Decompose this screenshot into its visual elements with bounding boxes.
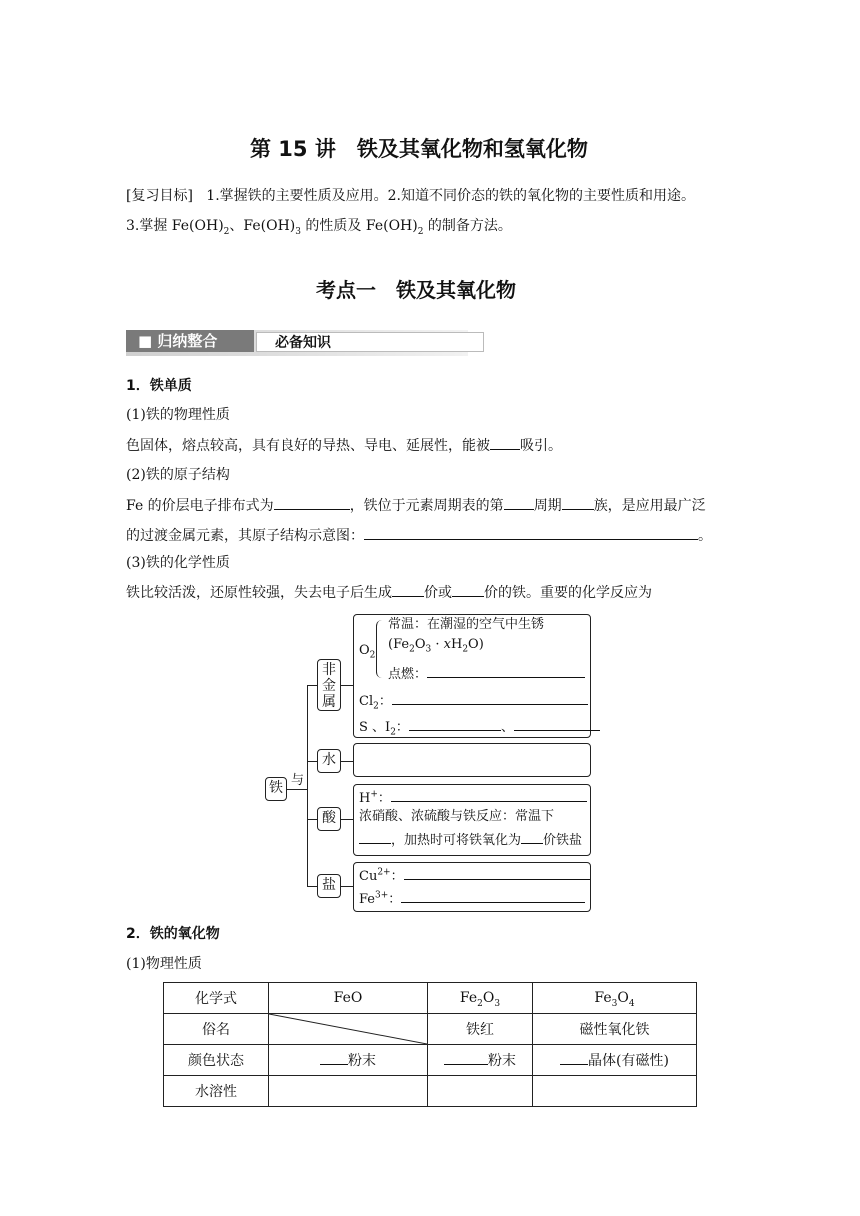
s1-p1-title: (1)铁的物理性质 <box>126 407 230 423</box>
s1-p2-text2: 的过渡金属元素，其原子结构示意图： 。 <box>126 525 712 546</box>
s2-heading: 2．铁的氧化物 <box>126 926 220 942</box>
s1-p2-text1: Fe 的价层电子排布式为 ，铁位于元素周期表的第 周期 族，是应用最广泛 <box>126 495 706 516</box>
oxide-properties-table <box>163 982 697 1107</box>
table-header: FeO <box>269 983 428 1014</box>
table-header: 化学式 <box>164 983 269 1014</box>
review-goals-line2: 3.掌握 $Fe(OH)_2$、$Fe(OH)_3$ 的性质及 $Fe(OH)_2$ 的制备方法。 <box>126 218 512 237</box>
table-row: 俗名 铁红 磁性氧化铁 <box>164 1014 697 1045</box>
s1-heading: 1．铁单质 <box>126 378 192 394</box>
s1-p2-title: (2)铁的原子结构 <box>126 467 230 483</box>
table-row: 水溶性 <box>164 1076 697 1107</box>
burn-line: 点燃： <box>388 663 585 684</box>
h-plus-line: H+： <box>359 787 587 808</box>
table-header: $Fe_3O_4$ <box>533 983 697 1014</box>
s1-p3-text: 铁比较活泼，还原性较强，失去电子后生成 价或 价的铁。重要的化学反应为 <box>126 582 652 603</box>
review-goals-label: [复习目标] <box>126 188 193 204</box>
table-header: $Fe_2O_3$ <box>428 983 533 1014</box>
fe-line: $Fe^{3+}$： <box>359 888 585 909</box>
diagonal-cell <box>269 1014 428 1045</box>
o2-brace <box>376 620 385 678</box>
rust-text: 常温：在潮湿的空气中生锈 <box>388 617 545 632</box>
s2-p1-title: (1)物理性质 <box>126 956 202 972</box>
acid-box: 酸 <box>317 807 341 831</box>
iron-box: 铁 <box>265 777 287 801</box>
nonmetal-box: 非金属 <box>317 659 341 711</box>
o2-label: $O_2$ <box>359 643 376 661</box>
page-title: 第 15 讲 铁及其氧化物和氢氧化物 <box>250 137 588 161</box>
salt-box: 盐 <box>317 874 341 898</box>
cu-line: $Cu^{2+}$： <box>359 865 590 886</box>
cl2-line: $Cl_2$： <box>359 690 588 711</box>
review-goals-line1: [复习目标] 1.掌握铁的主要性质及应用。2.知道不同价态的铁的氧化物的主要性质和用途。 <box>126 188 696 204</box>
s1-p1-text: 色固体，熔点较高，具有良好的导热、导电、延展性，能被 吸引。 <box>126 435 562 456</box>
rust-formula: $(Fe_2O_3 \cdot xH_2O)$ <box>388 637 484 655</box>
acid-line2: ，加热时可将铁氧化为 价铁盐 <box>359 829 582 850</box>
banner-right: 必备知识 <box>256 332 484 352</box>
acid-line1: 浓硝酸、浓硫酸与铁反应：常温下 <box>359 809 555 824</box>
s1-p3-title: (3)铁的化学性质 <box>126 555 230 571</box>
diagonal-line <box>269 1014 427 1044</box>
water-panel <box>353 743 591 777</box>
banner-left: ■ 归纳整合 <box>126 330 254 352</box>
water-box: 水 <box>317 749 341 773</box>
section-title: 考点一 铁及其氧化物 <box>316 278 516 302</box>
table-row <box>164 983 697 1014</box>
s-i2-line: S 、$I_2$： 、 <box>359 716 600 737</box>
table-row: 颜色状态 粉末 粉末 晶体(有磁性) <box>164 1045 697 1076</box>
yu-label: 与 <box>291 773 305 788</box>
